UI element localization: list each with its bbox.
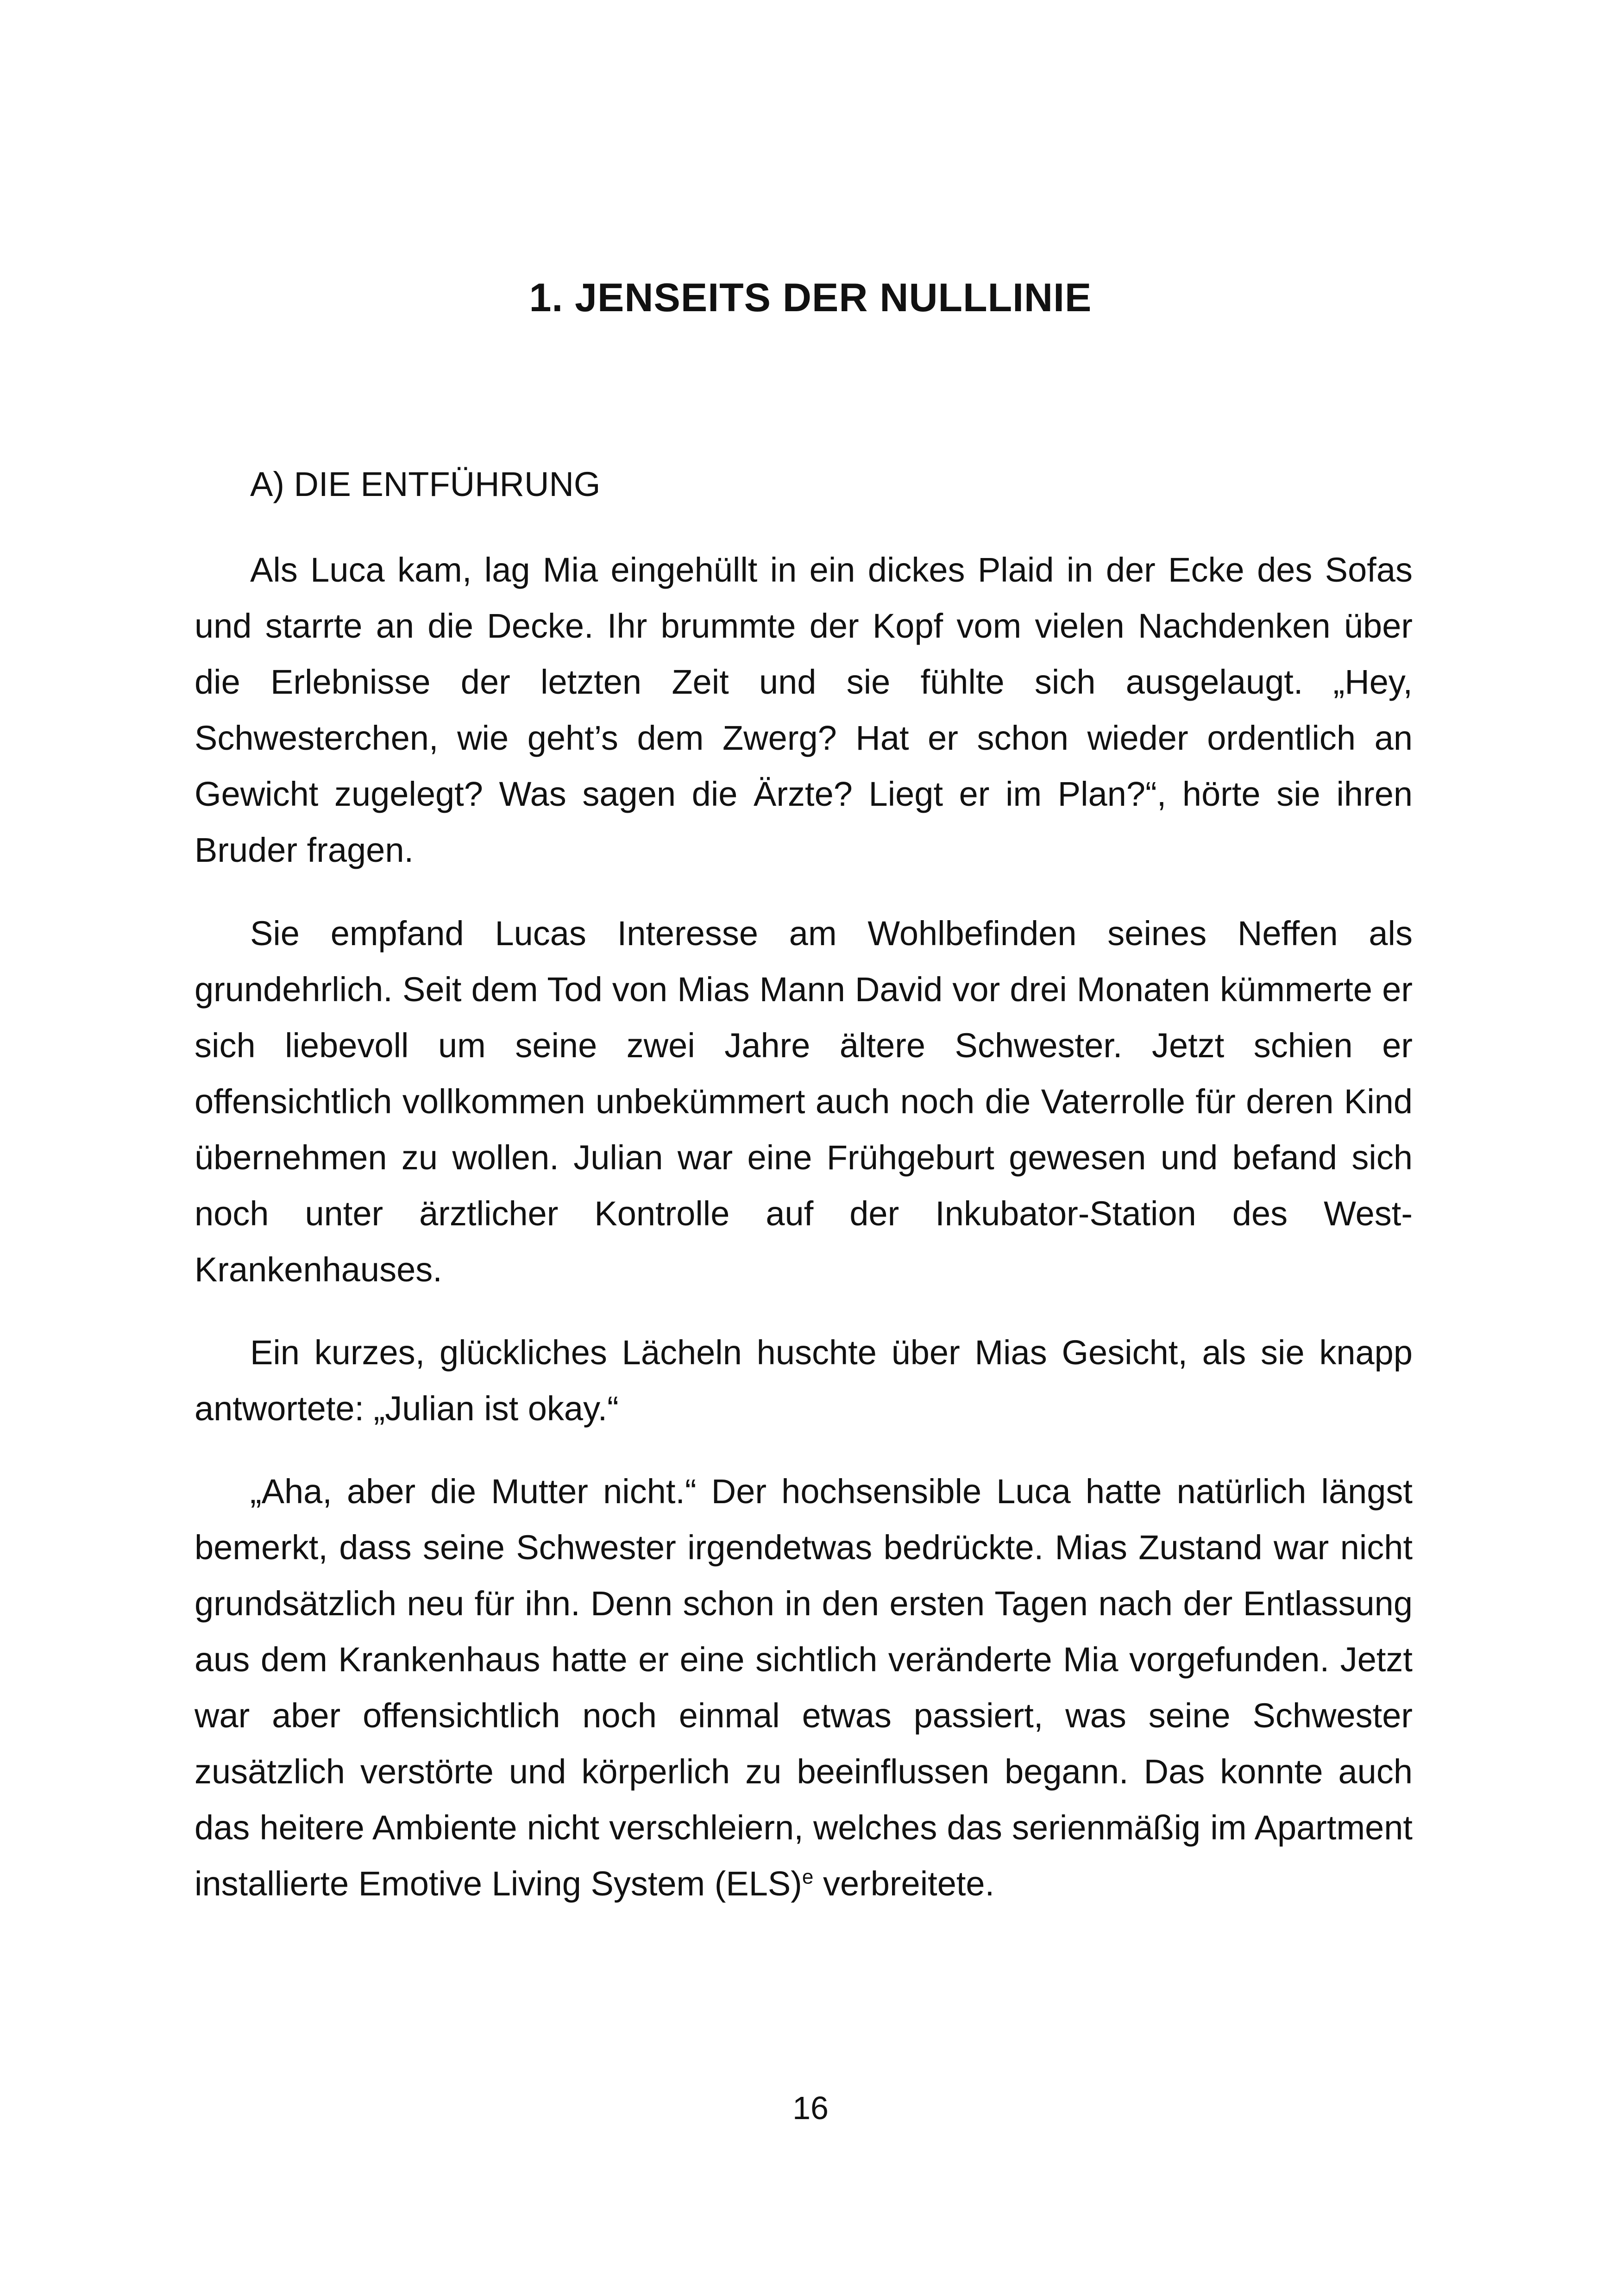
paragraph: Ein kurzes, glückliches Lächeln huschte über Mias Gesicht, als sie knapp antwortete: „Julian ist okay.“: [195, 1333, 1413, 1428]
chapter-title: 1. JENSEITS DER NULLLINIE: [529, 276, 1092, 320]
paragraph: Als Luca kam, lag Mia eingehüllt in ein dickes Plaid in der Ecke des Sofas und starrte an die Decke. Ihr brummte der Kopf vom vielen Nachdenken über die Erlebnisse der letzten Zeit und sie fühlte sich ausgelaugt. „Hey, Schwesterchen, wie geht’s dem Zwerg? Hat er schon wieder ordentlich an Gewicht zugelegt? Was sagen die Ärzte? Liegt er im Plan?“, hörte sie ihren Bruder fragen.: [195, 551, 1413, 869]
page-number: 16: [792, 2090, 829, 2126]
paragraph: Sie empfand Lucas Interesse am Wohlbefinden seines Neffen als grundehrlich. Seit dem Tod von Mias Mann David vor drei Monaten kümmerte er sich liebevoll um seine zwei Jahre ältere Schwester. Jetzt schien er offensichtlich vollkommen unbekümmert auch noch die Vaterrolle für deren Kind übernehmen zu wollen. Julian war eine Frühgeburt gewesen und befand sich noch unter ärztlicher Kontrolle auf der Inkubator-Station des West-Krankenhauses.: [195, 914, 1413, 1289]
footnote-marker[interactable]: e: [802, 1865, 814, 1888]
paragraph-1-block: [195, 542, 1413, 878]
paragraph: [195, 1463, 1413, 1912]
paragraph-2-block: [195, 905, 1413, 1298]
paragraph-4-block: [195, 1463, 1413, 1912]
paragraph-text: „Aha, aber die Mutter nicht.“ Der hochsensible Luca hatte natürlich längst bemerkt, dass seine Schwester irgendetwas bedrückte. Mias Zustand war nicht grundsätzlich neu für ihn. Denn schon in den ersten Tagen nach der Entlassung aus dem Krankenhaus hatte er eine sichtlich veränderte Mia vorgefunden. Jetzt war aber offensichtlich noch einmal etwas passiert, was seine Schwester zusätzlich verstörte und körperlich zu beeinflussen begann. Das konnte auch das heitere Ambiente nicht verschleiern, welches das serienmäßig im Apartment installierte Emotive Living System (ELS): [195, 1472, 1413, 1903]
section-heading: A) DIE ENTFÜHRUNG: [250, 465, 601, 503]
paragraph-text-ending: verbreitete.: [813, 1864, 995, 1903]
paragraph-3-block: [195, 1324, 1413, 1437]
